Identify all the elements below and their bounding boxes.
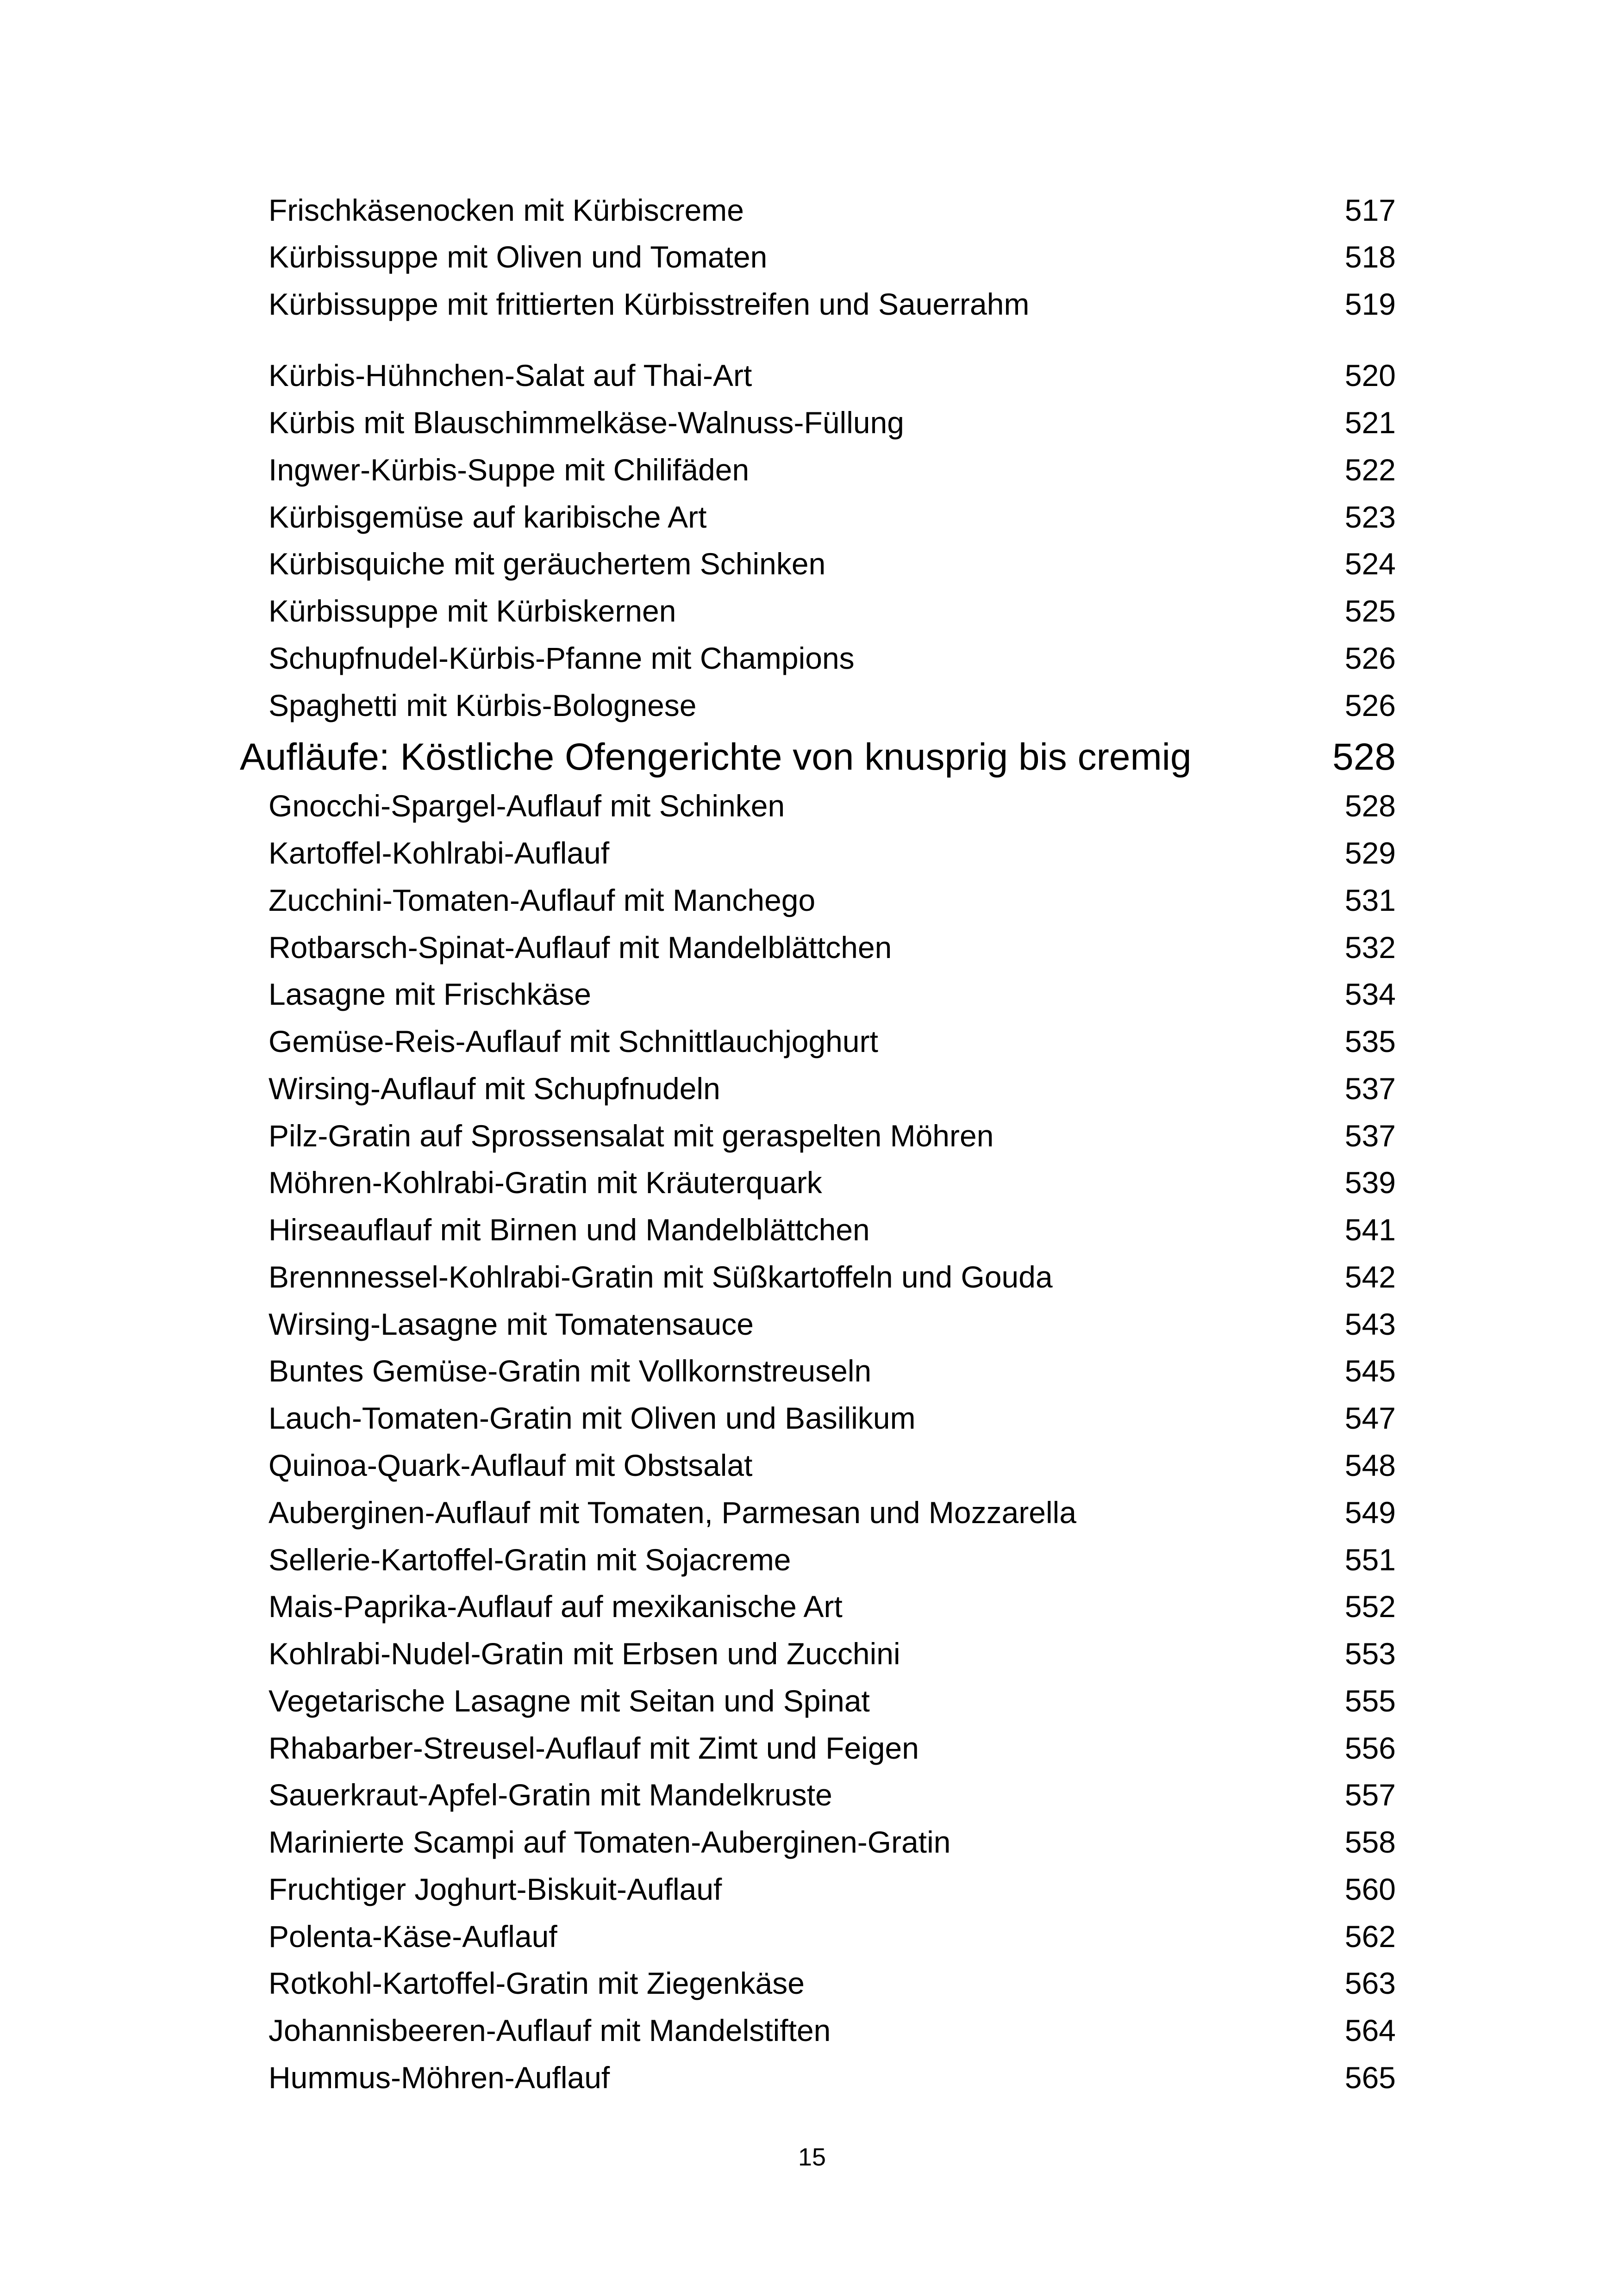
toc-entry (269, 1489, 1396, 1536)
toc-entry-title: Kartoffel-Kohlrabi-Auflauf (269, 836, 610, 870)
toc-entry-page: 549 (1344, 1495, 1396, 1530)
toc-entry (269, 1913, 1396, 1960)
toc-entry-title: Kürbis mit Blauschimmelkäse-Walnuss-Füllung (269, 405, 904, 440)
toc-entry-title: Rhabarber-Streusel-Auflauf mit Zimt und Feigen (269, 1731, 919, 1765)
toc-entry-title: Kürbisgemüse auf karibische Art (269, 500, 707, 534)
toc-entry-title: Kürbissuppe mit frittierten Kürbisstreifen und Sauerrahm (269, 287, 1030, 321)
toc-entry (269, 587, 1396, 635)
toc-entry (269, 352, 1396, 399)
toc-entry-page: 531 (1344, 883, 1396, 917)
toc-entry-page: 520 (1344, 358, 1396, 392)
toc-entry (269, 187, 1396, 234)
toc-entry (269, 782, 1396, 829)
toc-entry-title: Polenta-Käse-Auflauf (269, 1919, 557, 1954)
toc-entry (269, 1394, 1396, 1442)
toc-entry (269, 2007, 1396, 2054)
toc-entry-page: 521 (1344, 405, 1396, 440)
toc-entry-title: Kohlrabi-Nudel-Gratin mit Erbsen und Zucchini (269, 1636, 900, 1671)
toc-entry-page: 534 (1344, 977, 1396, 1011)
toc-entry (269, 1818, 1396, 1866)
toc-entry (269, 1724, 1396, 1772)
toc-section-title: Aufläufe: Köstliche Ofengerichte von knusprig bis cremig (240, 736, 1192, 778)
toc-entry-title: Kürbissuppe mit Oliven und Tomaten (269, 240, 768, 274)
toc-entry-page: 542 (1344, 1260, 1396, 1294)
toc-entry (269, 2054, 1396, 2101)
toc-entry-page: 564 (1344, 2013, 1396, 2047)
toc-entry (269, 924, 1396, 971)
toc-entry-title: Gemüse-Reis-Auflauf mit Schnittlauchjoghurt (269, 1024, 878, 1058)
toc-entry-title: Sauerkraut-Apfel-Gratin mit Mandelkruste (269, 1778, 832, 1812)
toc-entry (269, 1442, 1396, 1489)
toc-entry-title: Brennnessel-Kohlrabi-Gratin mit Süßkartoffeln und Gouda (269, 1260, 1053, 1294)
toc-entry-page: 535 (1344, 1024, 1396, 1058)
toc-entry (269, 280, 1396, 328)
toc-entry (269, 829, 1396, 877)
toc-entry-title: Frischkäsenocken mit Kürbiscreme (269, 193, 744, 227)
toc-entry (269, 399, 1396, 446)
toc-section-page: 528 (1332, 736, 1396, 778)
toc-entry-page: 553 (1344, 1636, 1396, 1671)
toc-entry (269, 635, 1396, 682)
toc-entry (269, 682, 1396, 729)
toc-entry (269, 1677, 1396, 1724)
toc-entry-page: 524 (1344, 547, 1396, 581)
toc-entry-page: 557 (1344, 1778, 1396, 1812)
toc-entry-title: Hirseauflauf mit Birnen und Mandelblättchen (269, 1213, 870, 1247)
toc-entry-title: Pilz-Gratin auf Sprossensalat mit geraspelten Möhren (269, 1119, 994, 1153)
toc-entry (269, 540, 1396, 587)
toc-entry-page: 558 (1344, 1825, 1396, 1859)
toc-entry-title: Quinoa-Quark-Auflauf mit Obstsalat (269, 1448, 753, 1482)
toc-entry (269, 1960, 1396, 2007)
toc-entry-page: 556 (1344, 1731, 1396, 1765)
toc-entry (269, 446, 1396, 493)
toc-entry (269, 1866, 1396, 1913)
toc-entry-page: 529 (1344, 836, 1396, 870)
toc-entry (269, 1112, 1396, 1159)
toc-entry-title: Buntes Gemüse-Gratin mit Vollkornstreuseln (269, 1354, 872, 1388)
toc-entry-page: 537 (1344, 1071, 1396, 1106)
toc-entry (269, 233, 1396, 280)
toc-entry-page: 552 (1344, 1589, 1396, 1624)
toc-entry-page: 517 (1344, 193, 1396, 227)
toc-entry-title: Möhren-Kohlrabi-Gratin mit Kräuterquark (269, 1165, 822, 1200)
toc-entry-title: Hummus-Möhren-Auflauf (269, 2060, 610, 2095)
toc-entry-title: Lasagne mit Frischkäse (269, 977, 591, 1011)
toc-entry-title: Spaghetti mit Kürbis-Bolognese (269, 688, 697, 722)
toc-entry-page: 525 (1344, 594, 1396, 628)
toc-entry-title: Ingwer-Kürbis-Suppe mit Chilifäden (269, 453, 750, 487)
toc-entry-title: Schupfnudel-Kürbis-Pfanne mit Champions (269, 641, 855, 675)
toc-entry-page: 562 (1344, 1919, 1396, 1954)
toc-entry-title: Auberginen-Auflauf mit Tomaten, Parmesan und Mozzarella (269, 1495, 1077, 1530)
toc-section-heading (240, 734, 1396, 781)
toc-entry-title: Gnocchi-Spargel-Auflauf mit Schinken (269, 789, 785, 823)
toc-entry-title: Marinierte Scampi auf Tomaten-Auberginen-Gratin (269, 1825, 951, 1859)
toc-entry-page: 555 (1344, 1684, 1396, 1718)
toc-entry-page: 563 (1344, 1966, 1396, 2000)
toc-entry (269, 1583, 1396, 1630)
toc-entry (269, 1536, 1396, 1583)
toc-entry-page: 523 (1344, 500, 1396, 534)
toc-entry-page: 560 (1344, 1872, 1396, 1906)
toc-entry-title: Fruchtiger Joghurt-Biskuit-Auflauf (269, 1872, 722, 1906)
toc-entry (269, 1630, 1396, 1677)
toc-entry (269, 1065, 1396, 1112)
toc-entry-title: Kürbissuppe mit Kürbiskernen (269, 594, 676, 628)
toc-entry (269, 493, 1396, 541)
toc-entry-title: Rotbarsch-Spinat-Auflauf mit Mandelblättchen (269, 930, 892, 964)
toc-entry (269, 1018, 1396, 1065)
toc-entry-title: Johannisbeeren-Auflauf mit Mandelstiften (269, 2013, 831, 2047)
toc-entry-title: Sellerie-Kartoffel-Gratin mit Sojacreme (269, 1543, 791, 1577)
toc-entry-page: 518 (1344, 240, 1396, 274)
toc-entry-page: 543 (1344, 1307, 1396, 1341)
toc-entry-page: 537 (1344, 1119, 1396, 1153)
toc-entry-page: 565 (1344, 2060, 1396, 2095)
toc-entry (269, 1771, 1396, 1818)
toc-entry-title: Zucchini-Tomaten-Auflauf mit Manchego (269, 883, 816, 917)
toc-entry (269, 1253, 1396, 1300)
toc-entry (269, 1159, 1396, 1206)
toc-entry-page: 528 (1344, 789, 1396, 823)
toc-entry-page: 547 (1344, 1401, 1396, 1435)
toc-entry-page: 526 (1344, 688, 1396, 722)
toc-entry-title: Wirsing-Auflauf mit Schupfnudeln (269, 1071, 720, 1106)
toc-entry-page: 526 (1344, 641, 1396, 675)
toc-entry (269, 1300, 1396, 1348)
toc-entry-page: 519 (1344, 287, 1396, 321)
toc-entry (269, 1347, 1396, 1394)
toc-entry (269, 971, 1396, 1018)
toc-entry (269, 877, 1396, 924)
toc-entry-page: 539 (1344, 1165, 1396, 1200)
toc-entry-title: Mais-Paprika-Auflauf auf mexikanische Art (269, 1589, 843, 1624)
toc-entry-page: 551 (1344, 1543, 1396, 1577)
toc-entry-page: 522 (1344, 453, 1396, 487)
toc-entry-page: 541 (1344, 1213, 1396, 1247)
toc-entry-title: Kürbisquiche mit geräuchertem Schinken (269, 547, 826, 581)
toc-entry-title: Wirsing-Lasagne mit Tomatensauce (269, 1307, 754, 1341)
toc-entry-title: Lauch-Tomaten-Gratin mit Oliven und Basilikum (269, 1401, 916, 1435)
toc-entry-page: 548 (1344, 1448, 1396, 1482)
toc-entry-title: Vegetarische Lasagne mit Seitan und Spinat (269, 1684, 870, 1718)
toc-entry-page: 532 (1344, 930, 1396, 964)
toc-entry (269, 1206, 1396, 1253)
toc-entry-title: Kürbis-Hühnchen-Salat auf Thai-Art (269, 358, 752, 392)
toc-entry-title: Rotkohl-Kartoffel-Gratin mit Ziegenkäse (269, 1966, 805, 2000)
toc-entry-page: 545 (1344, 1354, 1396, 1388)
page-number: 15 (798, 2143, 826, 2171)
